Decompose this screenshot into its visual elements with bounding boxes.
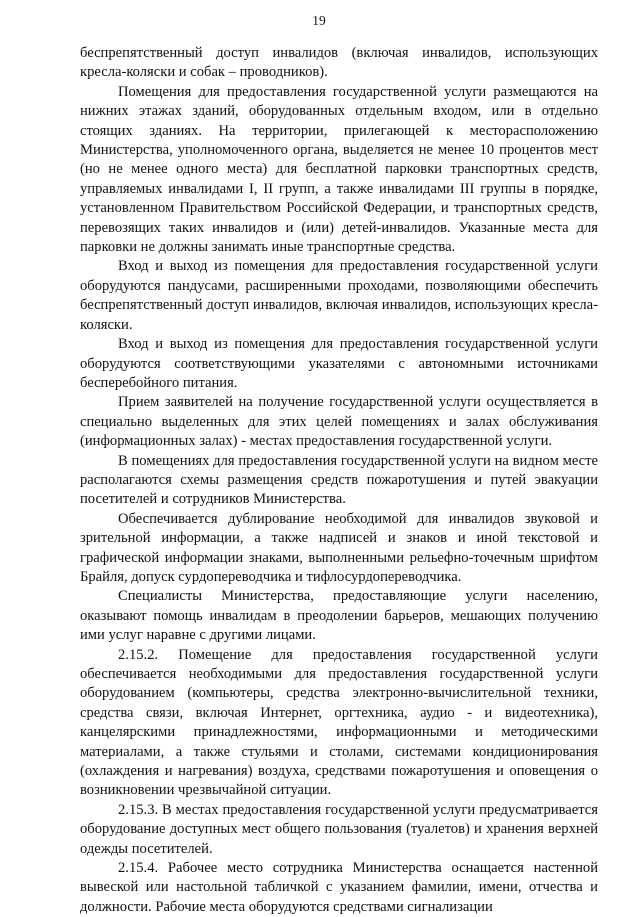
paragraph-reception: Прием заявителей на получение государственной услуги осуществляется в специально выделенных для этих целей помещениях и залах обслуживания (информационных залах) - местах предоставления государственной услуги. <box>80 394 598 450</box>
paragraph-premises-location: Помещения для предоставления государственной услуги размещаются на нижних этажах зданий, оборудованных отдельным входом, или в отдельно стоящих зданиях. На территории, прилегающей к месторасположению Министерства, уполномоченного органа, выделяется не менее 10 процентов мест (но не менее одного места) для бесплатной парковки транспортных средств, управляемых инвалидами I, II групп, а также инвалидами III группы в порядке, установленном Правительством Российской Федерации, и транспортных средств, перевозящих таких инвалидов и (или) детей-инвалидов. Указанные места для парковки не должны занимать иные транспортные средства. <box>80 83 598 256</box>
paragraph-signage: Вход и выход из помещения для предоставления государственной услуги оборудуются соответствующими указателями с автономными источниками бесперебойного питания. <box>80 336 598 391</box>
paragraph-2-15-2: 2.15.2. Помещение для предоставления государственной услуги обеспечивается необходимыми для предоставления государственной услуги оборудованием (компьютеры, средства электронно-вычислительной техники, средства связи, включая Интернет, оргтехника, аудио - и видеотехника), канцелярскими принадлежностями, информационными и методическими материалами, а также стульями и столами, системами кондиционирования (охлаждения и нагревания) воздуха, средствами пожаротушения и оповещения о возникновении чрезвычайной ситуации. <box>80 646 598 799</box>
paragraph-continuation: беспрепятственный доступ инвалидов (включая инвалидов, использующих кресла-коляски и собак – проводников). <box>80 45 598 81</box>
page-number: 19 <box>312 13 326 28</box>
paragraph-2-15-3: 2.15.3. В местах предоставления государственной услуги предусматривается оборудование доступных мест общего пользования (туалетов) и хранения верхней одежды посетителей. <box>80 801 598 857</box>
paragraph-braille: Обеспечивается дублирование необходимой для инвалидов звуковой и зрительной информации, а также надписей и знаков и иной текстовой и графической информации знаками, выполненными рельефно-точечным шрифтом Брайля, допуск сурдопереводчика и тифлосурдопереводчика. <box>80 510 598 585</box>
paragraph-specialists: Специалисты Министерства, предоставляющие услуги населению, оказывают помощь инвалидам в преодолении барьеров, мешающих получению ими услуг наравне с другими лицами. <box>80 588 598 644</box>
paragraph-fire-schemes: В помещениях для предоставления государственной услуги на видном месте располагаются схемы размещения средств пожаротушения и путей эвакуации посетителей и сотрудников Министерства. <box>80 452 598 508</box>
paragraph-ramps: Вход и выход из помещения для предоставления государственной услуги оборудуются пандусами, расширенными проходами, позволяющими обеспечить беспрепятственный доступ инвалидов, включая инвалидов, использующих кресла-коляски. <box>80 258 598 333</box>
paragraph-2-15-4: 2.15.4. Рабочее место сотрудника Министерства оснащается настенной вывеской или настольной табличкой с указанием фамилии, имени, отчества и должности. Рабочие места оборудуются средствами сигнализации <box>80 860 598 915</box>
